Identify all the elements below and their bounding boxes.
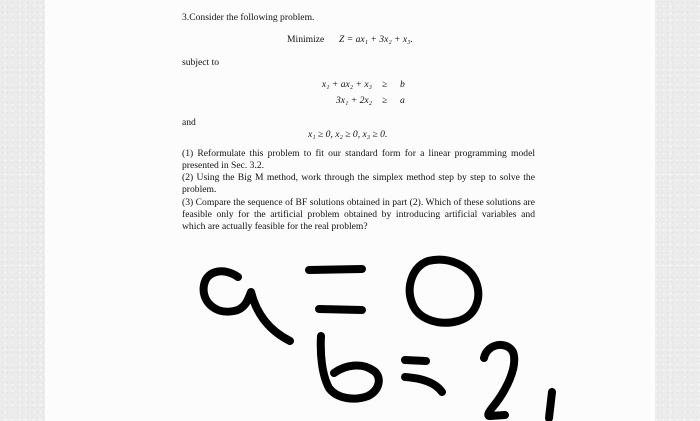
objective-expression: Z = ax₁ + 3x₂ + x₃. xyxy=(339,34,413,45)
handwritten-equals-1-bottom xyxy=(319,309,362,310)
question-part-1: (1) Reformulate this problem to fit our standard form for a linear programming model presented in Sec. 3.2. xyxy=(182,148,535,171)
handwritten-equals-2-bottom xyxy=(405,377,442,392)
handwritten-a xyxy=(204,271,290,341)
constraint-1-lhs: x₁ + ax₂ + x₃ xyxy=(321,79,372,90)
handwritten-equals-2-top xyxy=(405,360,426,361)
constraint-1-rhs: b xyxy=(400,79,405,90)
question-part-2: (2) Using the Big M method, work through the simplex method step by step to solve the problem. xyxy=(182,172,535,195)
handwritten-equals-1-top xyxy=(309,269,362,270)
question-part-3: (3) Compare the sequence of BF solutions obtained in part (2). Which of these solutions are feasible only for the artificial problem obtained by introducing artificial variables and which are actually feasible for the real problem? xyxy=(182,197,535,232)
constraint-2-rhs: a xyxy=(400,95,405,106)
handwritten-b xyxy=(321,336,379,399)
handwritten-zero xyxy=(410,260,479,323)
constraint-2-relation: ≥ xyxy=(382,95,388,106)
and-label: and xyxy=(182,117,196,128)
handwritten-two xyxy=(484,345,514,416)
problem-heading: 3.Consider the following problem. xyxy=(182,12,315,23)
objective-label: Minimize xyxy=(287,34,325,45)
nonnegativity-constraints: x₁ ≥ 0, x₂ ≥ 0, x₃ ≥ 0. xyxy=(308,129,388,140)
subject-to-label: subject to xyxy=(182,57,220,68)
constraint-1-relation: ≥ xyxy=(382,79,388,90)
handwritten-comma xyxy=(549,392,552,418)
constraint-2-lhs: 3x₁ + 2x₂ xyxy=(335,95,372,106)
